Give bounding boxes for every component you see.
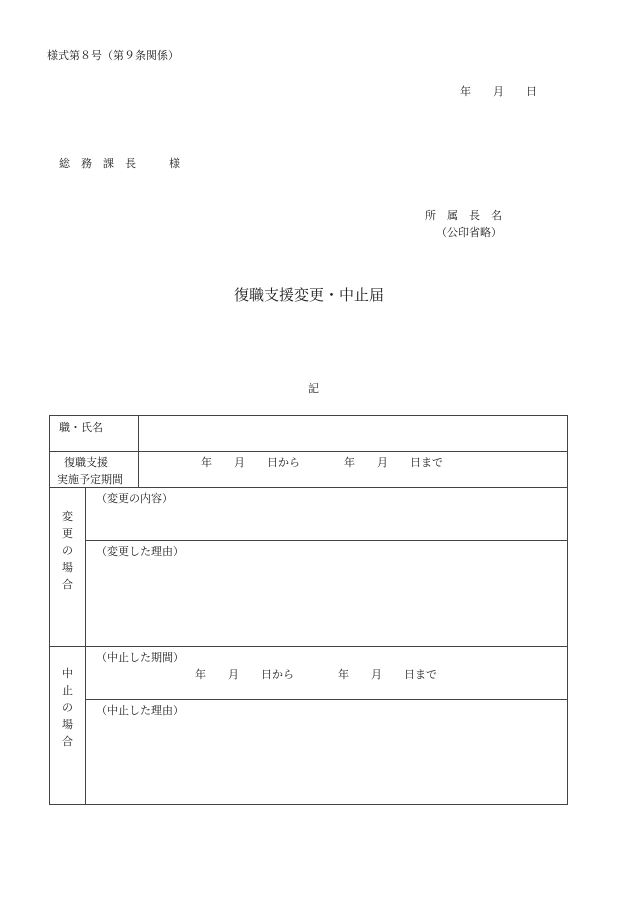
form-table (49, 415, 568, 805)
sender-name-label: 所 属 長 名 (425, 209, 502, 222)
col-divider-top (138, 416, 139, 487)
change-label-char: 更 (62, 527, 73, 540)
change-section-label (50, 508, 85, 593)
period-label-line1: 復職支援 (64, 456, 108, 469)
stop-period-label: （中止した期間） (96, 651, 184, 664)
period-value[interactable]: 年 月 日から 年 月 日まで (201, 456, 443, 469)
change-label-char: 変 (62, 510, 73, 523)
document-title: 復職支援変更・中止届 (234, 286, 385, 304)
stop-label-char: 止 (62, 684, 73, 697)
ki-label: 記 (308, 382, 319, 395)
col-divider-sections (85, 487, 86, 804)
stop-section-label (50, 665, 85, 750)
date-line: 年 月 日 (460, 85, 537, 98)
change-label-char: の (62, 544, 73, 557)
stop-label-char: 場 (62, 718, 73, 731)
row-divider-stop-period (85, 699, 567, 700)
stop-label-char: 中 (62, 667, 73, 680)
stop-period-value[interactable]: 年 月 日から 年 月 日まで (195, 668, 437, 681)
period-label-line2: 実施予定期間 (57, 473, 123, 486)
seal-omitted-note: （公印省略） (436, 226, 502, 239)
row-divider-period (50, 487, 567, 488)
change-label-char: 合 (62, 578, 73, 591)
change-reason-label: （変更した理由） (96, 545, 184, 558)
name-label: 職・氏名 (59, 421, 103, 434)
row-divider-change-content (85, 540, 567, 541)
stop-label-char: 合 (62, 735, 73, 748)
form-number: 様式第８号（第９条関係） (47, 49, 179, 62)
row-divider-change-section (50, 646, 567, 647)
stop-reason-label: （中止した理由） (96, 704, 184, 717)
change-content-label: （変更の内容） (96, 492, 173, 505)
change-label-char: 場 (62, 561, 73, 574)
row-divider-name (50, 451, 567, 452)
stop-label-char: の (62, 701, 73, 714)
addressee: 総 務 課 長 様 (59, 157, 180, 170)
